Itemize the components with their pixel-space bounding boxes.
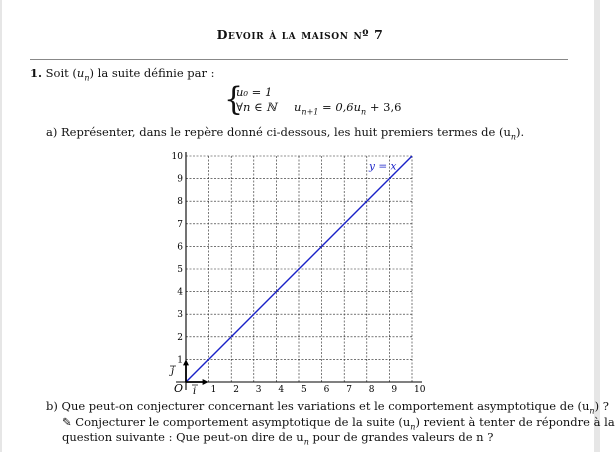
x-tick-label: 1 [210,385,217,395]
hint-text-1: ✎ Conjecturer le comportement asymptotique de la suite (u [62,415,411,429]
sequence-index: n [84,73,90,83]
recurrence-rhs: = 0,6u [318,100,362,114]
system-brace: { [224,81,244,119]
recurrence-index: n+1 [301,107,319,117]
j-vector-label: j [171,366,175,377]
part-a-end: ). [516,125,525,139]
intro-text-a: Soit ( [45,66,77,80]
i-vector-label: i [193,386,197,397]
hint-text-2a: question suivante : Que peut-on dire de u [62,430,304,444]
y-tick-label: 3 [177,310,183,321]
graph-labels [169,161,396,397]
part-a-label: a) [46,125,58,139]
part-a-index: n [510,132,517,142]
x-tick-label: 4 [278,385,285,395]
system-line-1: u₀ = 1 [236,85,273,99]
y-tick-label: 5 [177,265,183,275]
hint-index-1: n [410,422,416,432]
x-tick-label: 8 [368,385,375,395]
x-tick-label: 9 [391,385,398,395]
series-line-y-equals-x [186,156,412,382]
part-a-text: Représenter, dans le repère donné ci-dessous, les huit premiers termes de (u [61,125,511,139]
question-number: 1. [30,66,43,80]
unit-vector-j-arrowhead [183,359,189,365]
x-tick-label: 2 [233,385,239,395]
x-tick-label: 7 [346,385,352,395]
part-b-text-b: ) ? [594,399,609,413]
y-tick-label: 6 [177,242,183,253]
hint-index-2: n [303,437,309,447]
sequence-symbol: u [76,66,85,80]
page-title: Devoir à la maison nº 7 [216,27,384,42]
hint-line-2 [62,430,493,449]
x-tick-label: 10 [414,385,426,395]
forall-clause: ∀n ∈ ℕ [236,100,277,114]
unit-vector-i-arrowhead [203,379,209,385]
hint-text-1-end: ) revient à tenter de répondre à la [415,415,615,429]
y-tick-label: 4 [177,287,183,298]
part-b-index: n [589,406,595,416]
part-b-text-a: Que peut-on conjecturer concernant les variations et le comportement asymptotique de (u [61,399,590,413]
recurrence-index-2: n [361,107,367,117]
y-tick-label: 1 [177,355,183,366]
x-tick-label: 5 [301,385,307,395]
y-tick-label: 8 [177,197,183,208]
recurrence-constant: + 3,6 [366,100,402,114]
series-layer [186,156,412,382]
part-b-label: b) [46,399,58,413]
recurrence-u: u [294,100,302,114]
y-tick-label: 7 [177,219,183,230]
x-tick-label: 6 [323,385,330,395]
hint-text-2b: pour de grandes valeurs de n ? [308,430,494,444]
y-tick-label: 2 [177,332,183,343]
x-tick-label: 3 [255,385,262,395]
y-tick-label: 10 [171,152,183,162]
intro-text-b: ) la suite définie par : [89,66,215,80]
y-tick-label: 9 [177,174,183,185]
line-label: y = x [369,160,397,173]
origin-label: O [174,382,184,395]
